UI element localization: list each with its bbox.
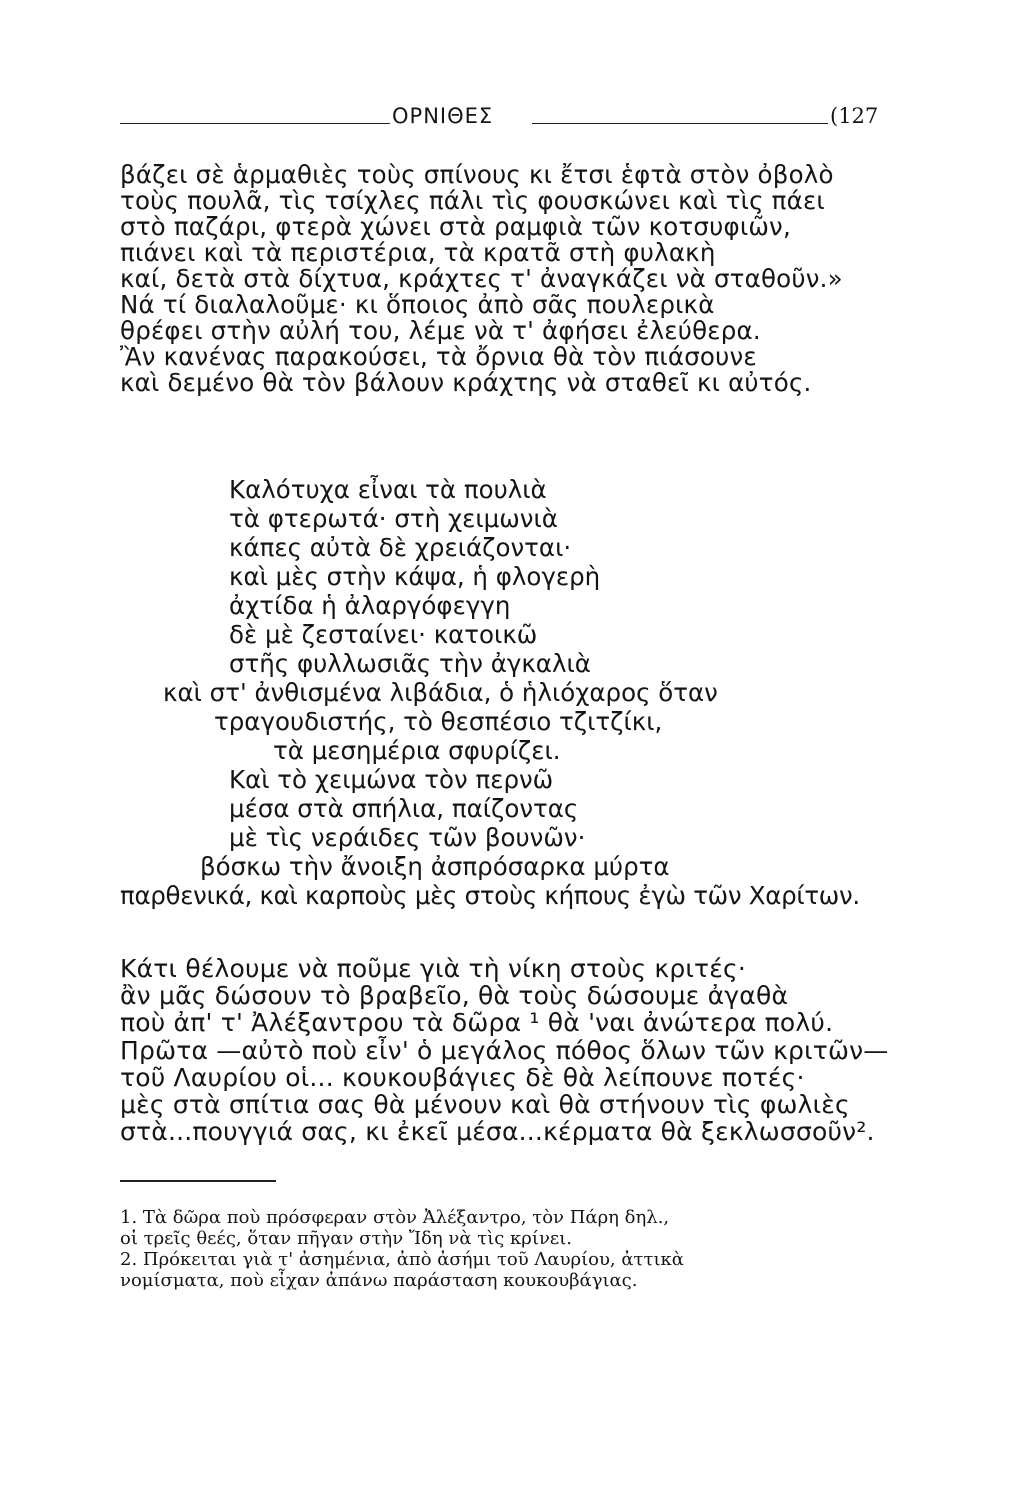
poem-line: παρθενικά, καὶ καρποὺς μὲς στοὺς κήπους ἐγὼ τῶν Χαρίτων. <box>120 881 860 910</box>
poem-line: βόσκω τὴν ἄνοιξη ἀσπρόσαρκα μύρτα <box>200 852 670 881</box>
text-line: θρέφει στὴν αὐλή του, λέμε νὰ τ' ἀφήσει ἐλεύθερα. <box>120 316 761 345</box>
poem-line: μὲ τὶς νεράιδες τῶν βουνῶν· <box>229 823 586 852</box>
header-rule-left <box>120 123 390 124</box>
text-line: τοὺς πουλᾶ, τὶς τσίχλες πάλι τὶς φουσκώνει καὶ τὶς πάει <box>120 186 825 215</box>
text-line: βάζει σὲ ἁρμαθιὲς τοὺς σπίνους κι ἔτσι ἑφτὰ στὸν ὀβολὸ <box>120 160 834 189</box>
footnote-rule <box>120 1180 276 1182</box>
text-line: πιάνει καὶ τὰ περιστέρια, τὰ κρατᾶ στὴ φυλακὴ <box>120 238 716 267</box>
poem-line: καὶ στ' ἀνθισμένα λιβάδια, ὁ ἡλιόχαρος ὅταν <box>163 678 718 707</box>
poem-line: κάπες αὐτὰ δὲ χρειάζονται· <box>229 533 572 562</box>
text-line: Πρῶτα —αὐτὸ ποὺ εἶν' ὁ μεγάλος πόθος ὅλων τῶν κριτῶν— <box>120 1035 889 1065</box>
poem-line: μέσα στὰ σπήλια, παίζοντας <box>229 794 579 823</box>
footnote-2-line-2: νομίσματα, ποὺ εἶχαν ἀπάνω παράσταση κουκουβάγιας. <box>120 1270 638 1291</box>
poem-line: Καλότυχα εἶναι τὰ πουλιὰ <box>229 475 547 504</box>
paragraph-2 <box>120 955 889 1145</box>
text-line: Ἂν κανένας παρακούσει, τὰ ὄρνια θὰ τὸν πιάσουνε <box>120 342 757 371</box>
running-header <box>120 100 879 130</box>
text-line: ποὺ ἀπ' τ' Ἀλέξαντρου τὰ δῶρα ¹ θὰ 'ναι ἀνώτερα πολύ. <box>120 1008 834 1038</box>
poem-line: τὰ μεσημέρια σφυρίζει. <box>273 736 561 765</box>
footnote-2-line-1: 2. Πρόκειται γιὰ τ' ἀσημένια, ἀπὸ ἀσήμι τοῦ Λαυρίου, ἀττικὰ <box>120 1249 684 1270</box>
poem-line: Καὶ τὸ χειμώνα τὸν περνῶ <box>229 765 554 794</box>
text-line: τοῦ Λαυρίου οἱ... κουκουβάγιες δὲ θὰ λείπουνε ποτές· <box>120 1062 805 1092</box>
text-line: Κάτι θέλουμε νὰ ποῦμε γιὰ τὴ νίκη στοὺς κριτές· <box>120 954 747 983</box>
text-line: καὶ δεμένο θὰ τὸν βάλουν κράχτης νὰ σταθεῖ κι αὐτός. <box>120 368 812 397</box>
text-line: στὸ παζάρι, φτερὰ χώνει στὰ ραμφιὰ τῶν κοτσυφιῶν, <box>120 212 791 241</box>
poem-line: τὰ φτερωτά· στὴ χειμωνιὰ <box>229 504 558 533</box>
poem-line: τραγουδιστής, τὸ θεσπέσιο τζιτζίκι, <box>214 707 663 736</box>
text-line: ἂν μᾶς δώσουν τὸ βραβεῖο, θὰ τοὺς δώσουμε ἀγαθὰ <box>120 981 789 1011</box>
text-line: μὲς στὰ σπίτια σας θὰ μένουν καὶ θὰ στήνουν τὶς φωλιὲς <box>120 1089 850 1119</box>
page-number: (127 <box>830 104 879 128</box>
poem-line: στῆς φυλλωσιᾶς τὴν ἀγκαλιὰ <box>229 649 591 678</box>
poem-line: ἀχτίδα ἡ ἀλαργόφεγγη <box>229 591 511 620</box>
text-line: Νά τί διαλαλοῦμε· κι ὅποιος ἀπὸ σᾶς πουλερικὰ <box>120 290 715 319</box>
footnote-1-line-1: 1. Τὰ δῶρα ποὺ πρόσφεραν στὸν Ἀλέξαντρο, τὸν Πάρη δηλ., <box>120 1207 670 1228</box>
poem-line: δὲ μὲ ζεσταίνει· κατοικῶ <box>229 620 538 649</box>
footnotes <box>120 1207 850 1291</box>
header-rule-right <box>532 123 828 124</box>
header-title: ΟΡΝΙΘΕΣ <box>392 104 494 128</box>
text-line: στὰ...πουγγιά σας, κι ἐκεῖ μέσα...κέρματα θὰ ξεκλωσσοῦν². <box>120 1117 875 1147</box>
paragraph-1 <box>120 162 843 396</box>
text-line: καί, δετὰ στὰ δίχτυα, κράχτες τ' ἀναγκάζει νὰ σταθοῦν.» <box>120 264 843 293</box>
footnote-1-line-2: οἱ τρεῖς θεές, ὅταν πῆγαν στὴν Ἴδη νὰ τὶς κρίνει. <box>120 1228 572 1249</box>
poem-line: καὶ μὲς στὴν κάψα, ἡ φλογερὴ <box>229 562 601 591</box>
